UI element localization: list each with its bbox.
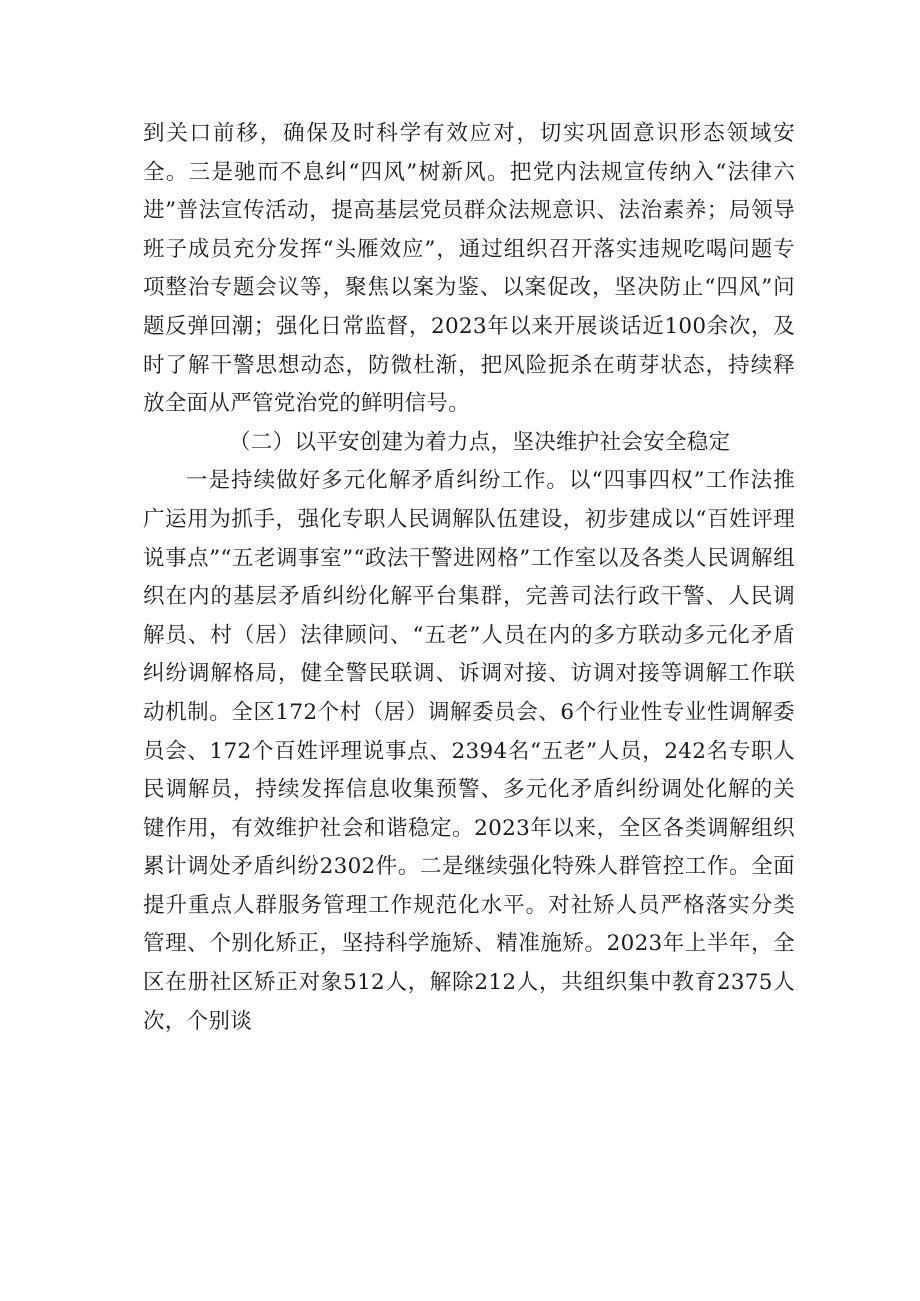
- paragraph-discipline: 到关口前移，确保及时科学有效应对，切实巩固意识形态领域安全。三是驰而不息纠“四风”树新风。把党内法规宣传纳入“法律六进”普法宣传活动，提高基层党员群众法规意识、法治素养；局领导班子成员充分发挥“头雁效应”，通过组织召开落实违规吃喝问题专项整治专题会议等，聚焦以案为鉴、以案促改，坚决防止“四风”问题反弹回潮；强化日常监督，2023年以来开展谈话近100余次，及时了解干警思想动态，防微杜渐，把风险扼杀在萌芽状态，持续释放全面从严管党治党的鲜明信号。: [143, 121, 795, 417]
- section-heading-safety: （二）以平安创建为着力点，坚决维护社会安全稳定: [229, 429, 731, 455]
- document-body: [143, 115, 795, 1041]
- paragraph-dispute-resolution: 一是持续做好多元化解矛盾纠纷工作。以“四事四权”工作法推广运用为抓手，强化专职人民调解队伍建设，初步建成以“百姓评理说事点”“五老调事室”“政法干警进网格”工作室以及各类人民调解组织在内的基层矛盾纠纷化解平台集群，完善司法行政干警、人民调解员、村（居）法律顾问、“五老”人员在内的多方联动多元化矛盾纠纷调解格局，健全警民联调、诉调对接、访调对接等调解工作联动机制。全区172个村（居）调解委员会、6个行业性专业性调解委员会、172个百姓评理说事点、2394名“五老”人员，242名专职人民调解员，持续发挥信息收集预警、多元化矛盾纠纷调处化解的关键作用，有效维护社会和谐稳定。2023年以来，全区各类调解组织累计调处矛盾纠纷2302件。二是继续强化特殊人群管控工作。全面提升重点人群服务管理工作规范化水平。对社矫人员严格落实分类管理、个别化矫正，坚持科学施矫、精准施矫。2023年上半年，全区在册社区矫正对象512人，解除212人，共组织集中教育2375人次，个别谈: [143, 468, 795, 1034]
